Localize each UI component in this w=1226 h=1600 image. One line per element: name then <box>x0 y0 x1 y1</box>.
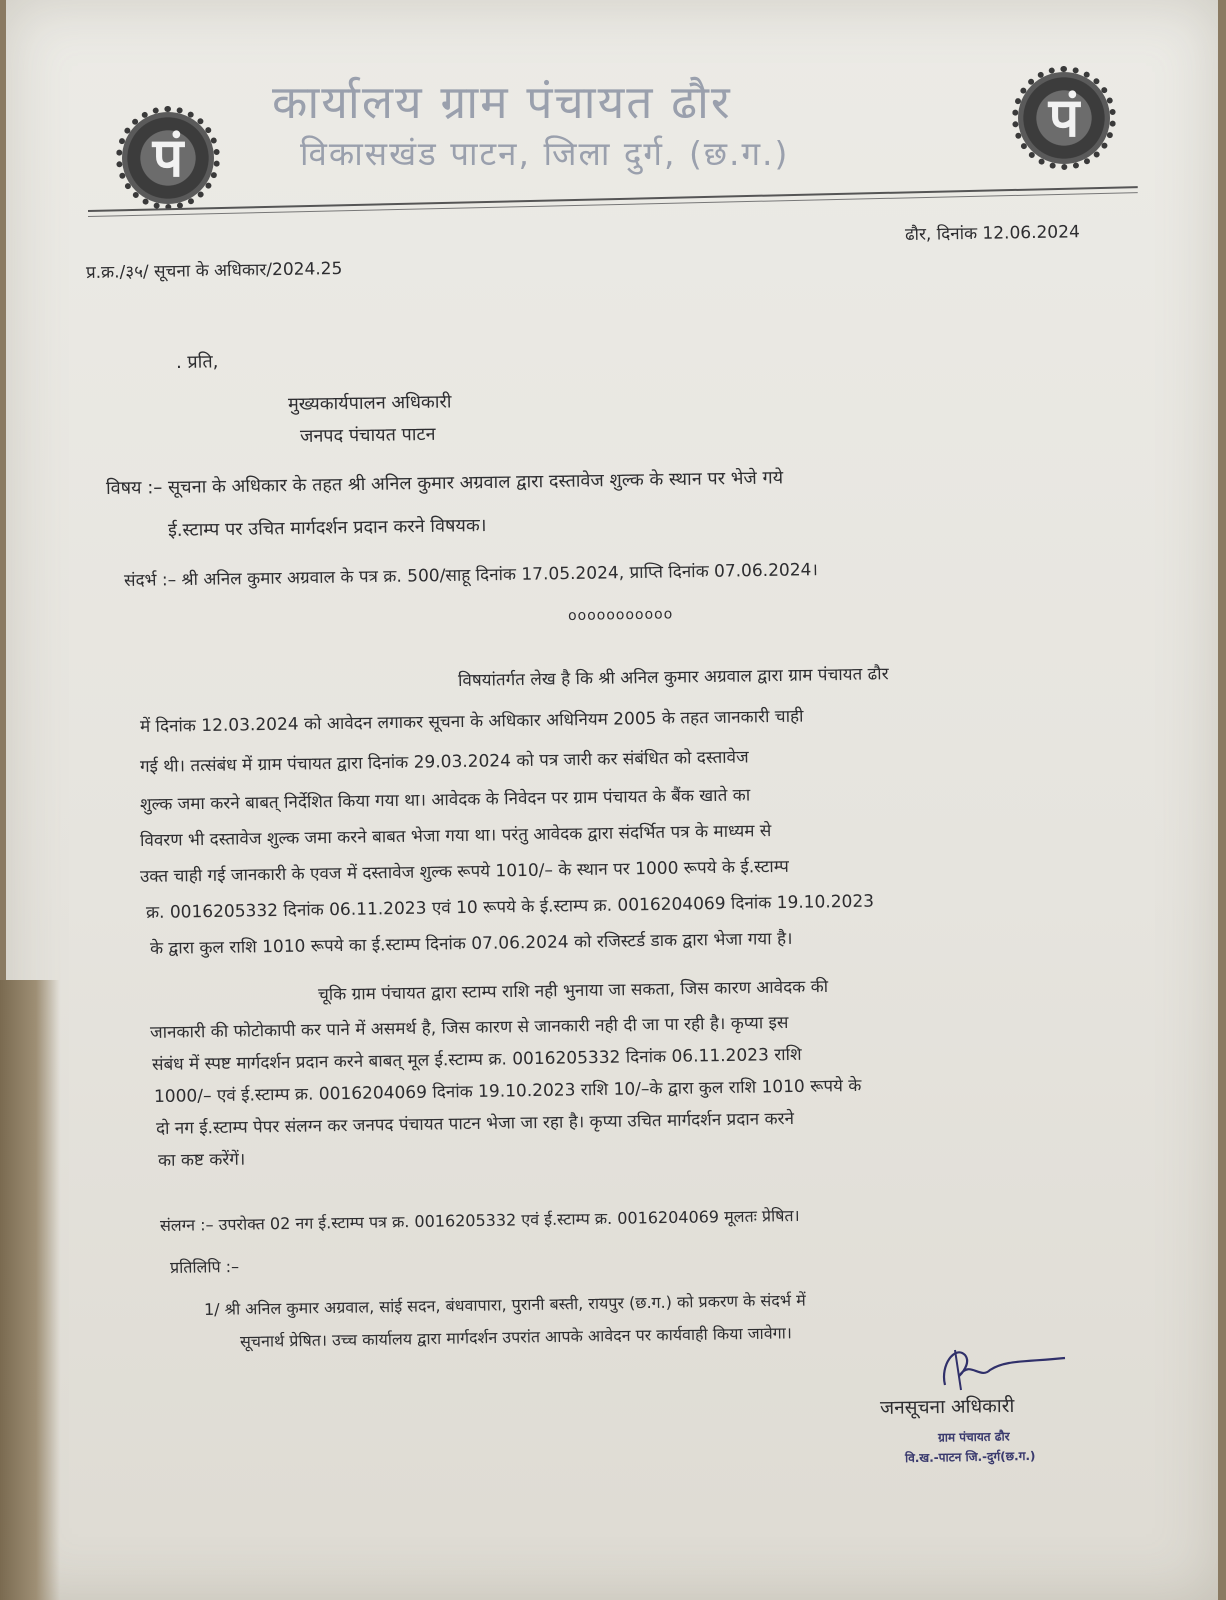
reference-line: संदर्भ :– श्री अनिल कुमार अग्रवाल के पत्र क्र. 500/साहू दिनांक 17.05.2024, प्राप्ति दिनांक 07.06.2024। <box>123 560 819 591</box>
body-line: 1000/– एवं ई.स्टाम्प क्र. 0016204069 दिनांक 19.10.2023 राशि 10/–के द्वारा कुल राशि 1010 रूपये के <box>153 1075 862 1107</box>
recipient-line: मुख्यकार्यपालन अधिकारी <box>287 391 452 415</box>
body-line: विषयांतर्गत लेख है कि श्री अनिल कुमार अग्रवाल द्वारा ग्राम पंचायत ढौर <box>457 664 889 691</box>
divider-text: ooooooooooo <box>567 606 674 624</box>
body-line: गई थी। तत्संबंध में ग्राम पंचायत द्वारा दिनांक 29.03.2024 को पत्र जारी कर संबंधित को दस्तावेज <box>139 747 749 777</box>
panchayat-emblem-icon <box>122 112 214 204</box>
body-line: में दिनांक 12.03.2024 को आवेदन लगाकर सूचना के अधिकार अधिनियम 2005 के तहत जानकारी चाही <box>139 706 804 737</box>
emblem-letter: पं <box>152 126 184 189</box>
body-line: चूकि ग्राम पंचायत द्वारा स्टाम्प राशि नही भुनाया जा सकता, जिस कारण आवेदक की <box>317 976 829 1005</box>
body-line: का कष्ट करेंगें। <box>157 1149 246 1171</box>
body-line: क्र. 0016205332 दिनांक 06.11.2023 एवं 10 रूपये के ई.स्टाम्प क्र. 0016204069 दिनांक 19.10.2023 <box>145 891 875 923</box>
body-line: उक्त चाही गई जानकारी के एवज में दस्तावेज शुल्क रूपये 1010/– के स्थान पर 1000 रूपये के ई.स्टाम्प <box>139 856 789 887</box>
copy-line: 1/ श्री अनिल कुमार अग्रवाल, सांई सदन, बंधवापारा, पुरानी बस्ती, रायपुर (छ.ग.) को प्रकरण के संदर्भ में <box>203 1290 806 1319</box>
body-line: के द्वारा कुल राशि 1010 रूपये का ई.स्टाम्प दिनांक 07.06.2024 को रजिस्टर्ड डाक द्वारा भेजा गया है। <box>149 928 793 959</box>
body-line: जानकारी की फोटोकापी कर पाने में असमर्थ है, जिस कारण से जानकारी नही दी जा पा रही है। कृप्या इस <box>149 1012 789 1043</box>
designation: जनसूचना अधिकारी <box>879 1394 1015 1419</box>
letterhead-title: कार्यालय ग्राम पंचायत ढौर <box>272 75 732 129</box>
copy-line: सूचनार्थ प्रेषित। उच्च कार्यालय द्वारा मार्गदर्शन उपरांत आपके आवेदन पर कार्यवाही किया जावेगा। <box>239 1323 793 1351</box>
subject-line: विषय :– सूचना के अधिकार के तहत श्री अनिल कुमार अग्रवाल द्वारा दस्तावेज शुल्क के स्थान पर भेजे गये <box>105 467 784 499</box>
body-line: दो नग ई.स्टाम्प पेपर संलग्न कर जनपद पंचायत पाटन भेजा जा रहा है। कृप्या उचित मार्गदर्शन प्रदान करने <box>155 1108 795 1139</box>
recipient-to: . प्रति, <box>175 351 219 373</box>
copy-label: प्रतिलिपि :– <box>169 1256 240 1277</box>
office-stamp-line: ग्राम पंचायत ढौर <box>937 1429 1010 1445</box>
enclosure-line: संलग्न :– उपरोक्त 02 नग ई.स्टाम्प पत्र क्र. 0016205332 एवं ई.स्टाम्प क्र. 0016204069 मूलतः प्रेषित। <box>159 1205 800 1235</box>
body-line: विवरण भी दस्तावेज शुल्क जमा करने बाबत भेजा गया था। परंतु आवेदक द्वारा संदर्भित पत्र के माध्यम से <box>139 821 772 851</box>
body-line: संबंध में स्पष्ट मार्गदर्शन प्रदान करने बाबत् मूल ई.स्टाम्प क्र. 0016205332 दिनांक 06.11.2023 राशि <box>151 1044 802 1075</box>
body-line: शुल्क जमा करने बाबत् निर्देशित किया गया था। आवेदक के निवेदन पर ग्राम पंचायत के बैंक खाते का <box>139 785 751 815</box>
reference-number: प्र.क्र./३५/ सूचना के अधिकार/2024.25 <box>85 258 343 283</box>
place-date: ढौर, दिनांक 12.06.2024 <box>904 222 1080 245</box>
recipient-line: जनपद पंचायत पाटन <box>299 423 436 447</box>
emblem-letter: पं <box>1048 86 1080 149</box>
folder-edge <box>0 980 60 1600</box>
subject-line: ई.स्टाम्प पर उचित मार्गदर्शन प्रदान करने विषयक। <box>167 514 487 541</box>
letterhead-subtitle: विकासखंड पाटन, जिला दुर्ग, (छ.ग.) <box>300 134 790 173</box>
panchayat-emblem-icon <box>1018 72 1110 164</box>
office-stamp-line: वि.ख.-पाटन जि.-दुर्ग(छ.ग.) <box>904 1448 1036 1466</box>
signature <box>935 1340 1075 1400</box>
